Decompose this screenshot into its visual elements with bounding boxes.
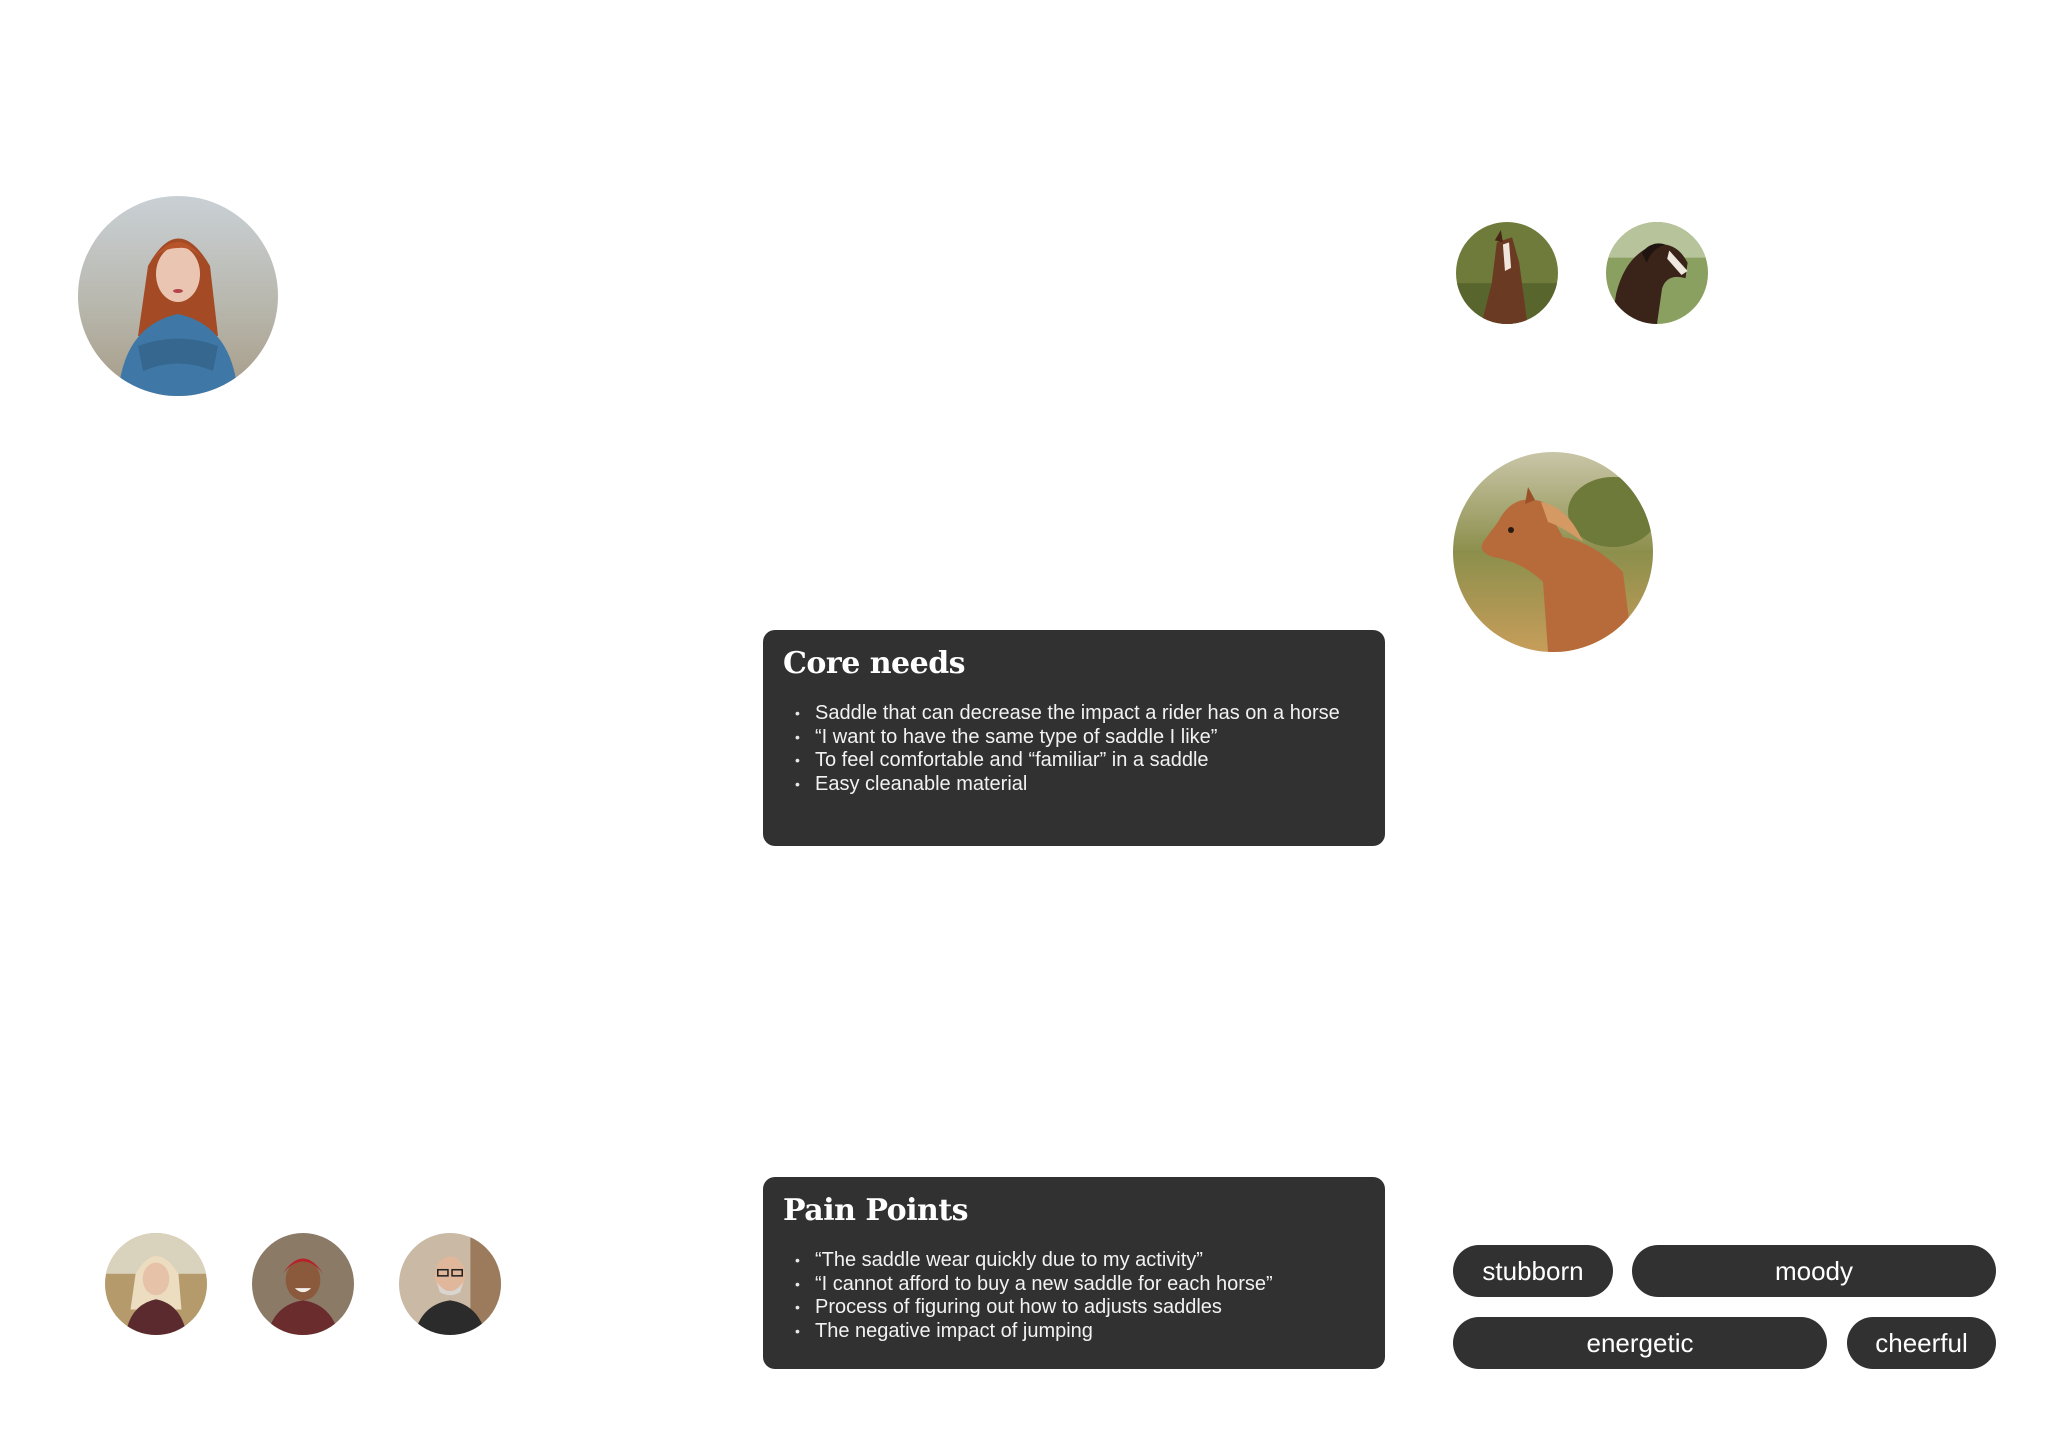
list-item: • To feel comfortable and “familiar” in a saddle — [795, 749, 1345, 773]
list-item: • Process of figuring out how to adjusts saddles — [795, 1296, 1345, 1320]
chestnut-horse-image — [1453, 452, 1653, 652]
person-photo-1 — [105, 1233, 207, 1335]
core-needs-list — [795, 702, 1345, 796]
list-item: • Easy cleanable material — [795, 773, 1345, 797]
person-photo-3 — [399, 1233, 501, 1335]
list-item: • “I cannot afford to buy a new saddle for each horse” — [795, 1273, 1345, 1297]
pain-points-card — [763, 1177, 1385, 1369]
brown-horse-image — [1456, 222, 1558, 324]
trait-tag-energetic: energetic — [1453, 1317, 1827, 1369]
horse-photo-2 — [1606, 222, 1708, 324]
trait-tag-stubborn: stubborn — [1453, 1245, 1613, 1297]
list-item: • Saddle that can decrease the impact a rider has on a horse — [795, 702, 1345, 726]
woman-portrait-image — [78, 196, 278, 396]
pain-points-list — [795, 1249, 1345, 1343]
trait-tag-cheerful: cheerful — [1847, 1317, 1996, 1369]
man-glasses-image — [399, 1233, 501, 1335]
woman-blonde-image — [105, 1233, 207, 1335]
list-item: • The negative impact of jumping — [795, 1320, 1345, 1344]
horse-photo-large — [1453, 452, 1653, 652]
horse-photo-1 — [1456, 222, 1558, 324]
core-needs-title: Core needs — [783, 646, 966, 681]
core-needs-card — [763, 630, 1385, 846]
pain-points-title: Pain Points — [783, 1193, 969, 1228]
list-item: • “The saddle wear quickly due to my activity” — [795, 1249, 1345, 1273]
list-item: • “I want to have the same type of saddle I like” — [795, 726, 1345, 750]
woman-headscarf-image — [252, 1233, 354, 1335]
trait-tag-moody: moody — [1632, 1245, 1996, 1297]
bay-horse-image — [1606, 222, 1708, 324]
persona-photo — [78, 196, 278, 396]
person-photo-2 — [252, 1233, 354, 1335]
